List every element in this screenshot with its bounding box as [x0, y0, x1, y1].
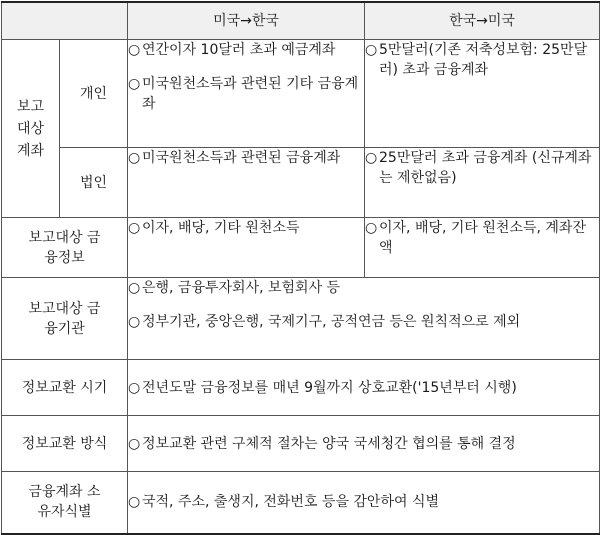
header-kr-to-us: 한국→미국	[365, 2, 600, 40]
list-item: ○ 이자, 배당, 기타 원천소득, 계좌잔액	[365, 220, 586, 256]
report-accounts-label: 보고대상계좌	[2, 40, 60, 218]
row-exchange-timing	[2, 360, 600, 416]
header-row	[2, 2, 600, 40]
fatca-comparison-table	[1, 1, 600, 535]
report-info-us-to-kr	[128, 218, 365, 278]
individual-us-to-kr	[128, 40, 365, 148]
report-institutions-label: 보고대상 금융기관	[2, 278, 128, 360]
list-item: ○ 5만달러(기존 저축성보험: 25만달러) 초과 금융계좌	[365, 42, 588, 78]
corporate-us-to-kr	[128, 148, 365, 218]
corporate-kr-to-us	[365, 148, 600, 218]
report-info-kr-to-us	[365, 218, 600, 278]
row-corporate	[2, 148, 600, 218]
header-corner	[2, 2, 128, 40]
row-report-institutions	[2, 278, 600, 360]
list-item: ○ 정보교환 관련 구체적 절차는 양국 국세청간 협의를 통해 결정	[128, 435, 516, 452]
exchange-timing-content	[128, 360, 600, 416]
row-owner-identification	[2, 472, 600, 534]
corporate-label: 법인	[60, 148, 128, 218]
row-individual	[2, 40, 600, 148]
list-item: ○ 이자, 배당, 기타 원천소득	[128, 220, 300, 236]
list-item: ○ 국적, 주소, 출생지, 전화번호 등을 감안하여 식별	[128, 494, 440, 511]
row-report-info	[2, 218, 600, 278]
list-item: ○ 연간이자 10달러 초과 예금계좌	[128, 42, 336, 58]
list-item: ○ 미국원천소득과 관련된 기타 금융계좌	[128, 76, 359, 112]
list-item: ○ 25만달러 초과 금융계좌 (신규계좌는 제한없음)	[365, 150, 592, 186]
list-item: ○ 전년도말 금융정보를 매년 9월까지 상호교환('15년부터 시행)	[128, 379, 517, 396]
owner-identification-label: 금융계좌 소유자식별	[2, 472, 128, 534]
exchange-method-label: 정보교환 방식	[2, 416, 128, 472]
exchange-method-content	[128, 416, 600, 472]
individual-kr-to-us	[365, 40, 600, 148]
list-item: ○ 미국원천소득과 관련된 금융계좌	[128, 150, 341, 166]
row-exchange-method	[2, 416, 600, 472]
list-item: ○ 정부기관, 중앙은행, 국제기구, 공적연금 등은 원칙적으로 제외	[128, 314, 521, 330]
list-item: ○ 은행, 금융투자회사, 보험회사 등	[128, 280, 341, 296]
individual-label: 개인	[60, 40, 128, 148]
report-info-label: 보고대상 금융정보	[2, 218, 128, 278]
report-institutions-content	[128, 278, 600, 360]
exchange-timing-label: 정보교환 시기	[2, 360, 128, 416]
owner-identification-content	[128, 472, 600, 534]
header-us-to-kr: 미국→한국	[128, 2, 365, 40]
